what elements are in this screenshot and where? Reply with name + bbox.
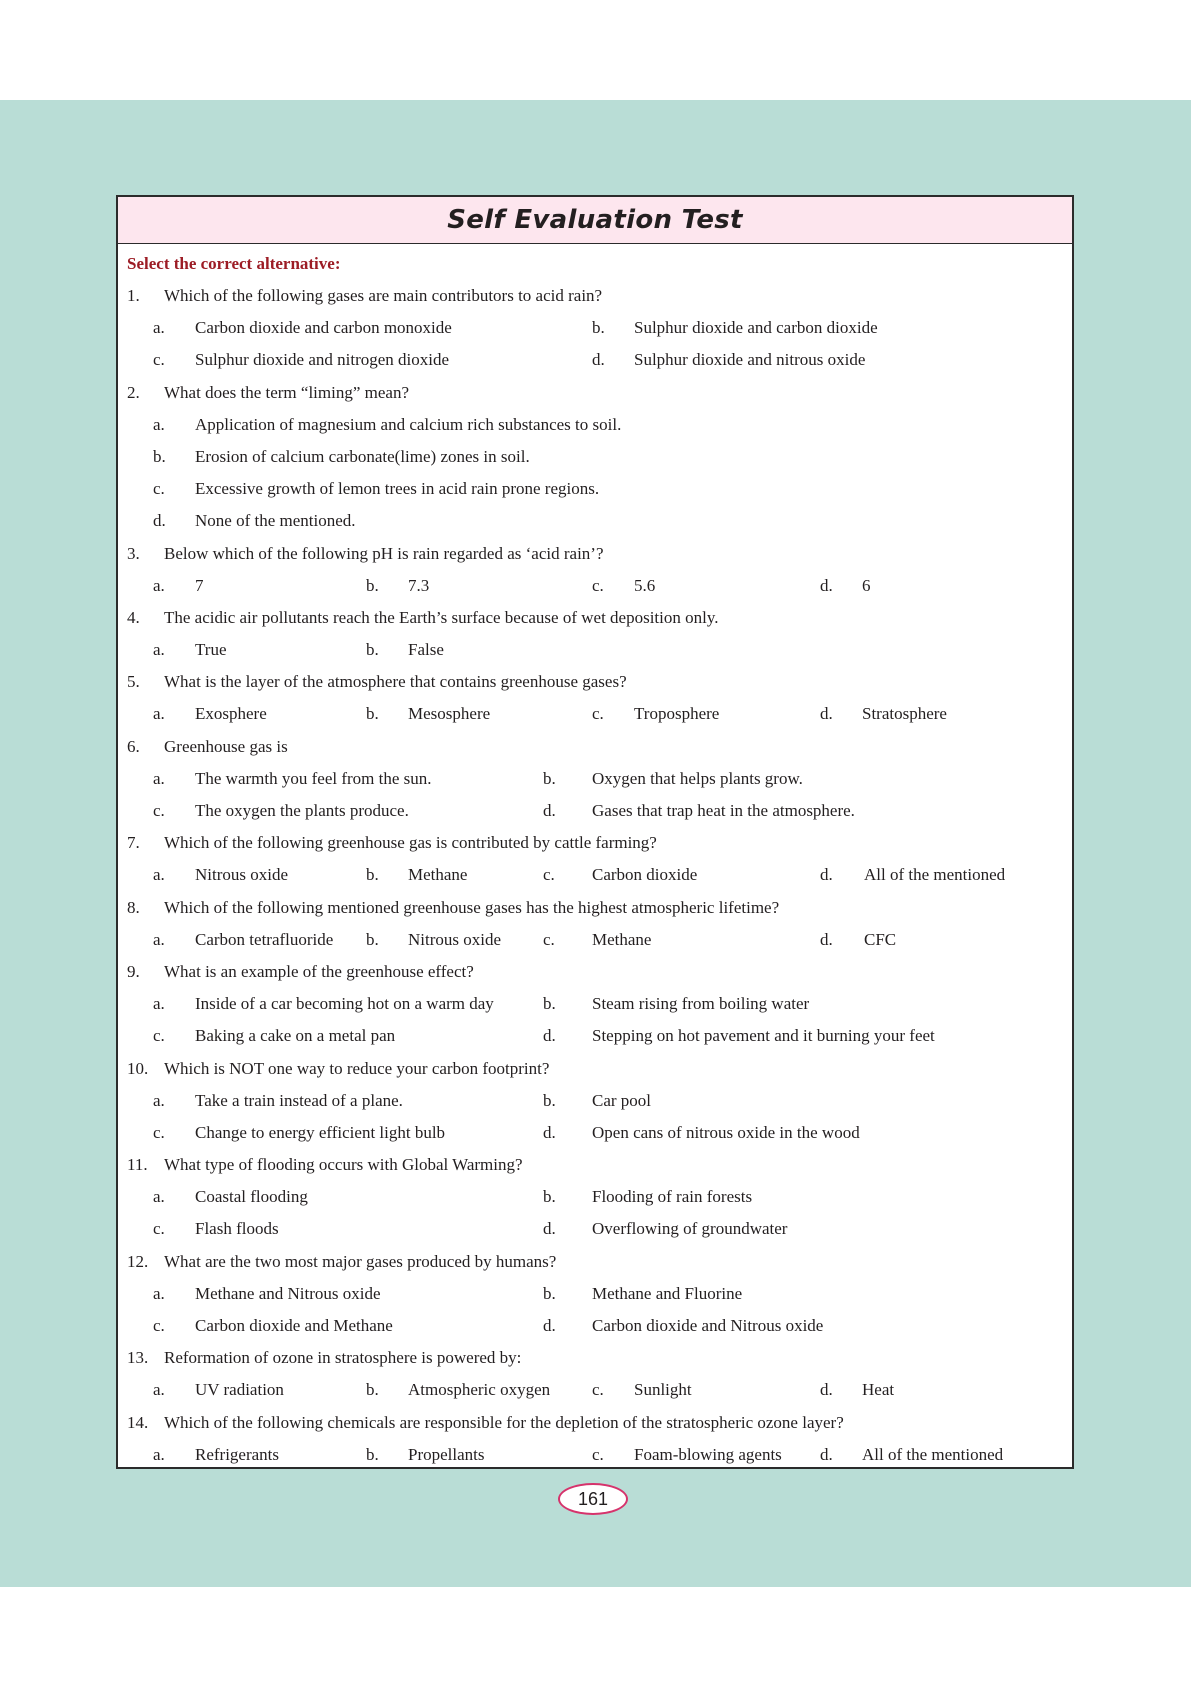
option-letter: b. bbox=[543, 768, 556, 788]
option-letter: c. bbox=[592, 1444, 604, 1464]
option-letter: c. bbox=[543, 865, 555, 885]
option-text: Heat bbox=[862, 1380, 895, 1400]
options-row bbox=[118, 924, 1072, 956]
option-text: 5.6 bbox=[634, 575, 656, 595]
option-letter: c. bbox=[592, 575, 604, 595]
option-letter: d. bbox=[820, 575, 833, 595]
option-text: Carbon dioxide and Methane bbox=[195, 1316, 393, 1335]
option-letter: a. bbox=[153, 1444, 165, 1464]
option-letter: c. bbox=[153, 350, 165, 370]
options-row bbox=[118, 1181, 1072, 1213]
option-letter: c. bbox=[153, 1219, 165, 1239]
option-text: Methane bbox=[592, 929, 652, 949]
options-row bbox=[118, 763, 1072, 795]
question-number: 6. bbox=[127, 736, 140, 756]
option-text: Exosphere bbox=[195, 704, 267, 724]
option-text: 6 bbox=[862, 575, 871, 595]
question-number: 13. bbox=[127, 1348, 149, 1368]
page-number-badge: 161 bbox=[558, 1483, 628, 1515]
options-row bbox=[118, 570, 1072, 602]
options-row bbox=[118, 698, 1072, 730]
option-letter: c. bbox=[153, 479, 165, 499]
question-number: 10. bbox=[127, 1058, 149, 1078]
question-row bbox=[118, 377, 1072, 409]
options-row bbox=[118, 859, 1072, 891]
option-letter: a. bbox=[153, 768, 165, 788]
option-letter: d. bbox=[820, 865, 833, 885]
option-letter: a. bbox=[153, 414, 165, 434]
question-row bbox=[118, 602, 1072, 634]
option-letter: b. bbox=[543, 1090, 556, 1110]
question-number: 7. bbox=[127, 833, 140, 853]
option-text: Foam-blowing agents bbox=[634, 1444, 782, 1464]
question-text: What type of flooding occurs with Global Warming? bbox=[164, 1155, 523, 1175]
page-title: Self Evaluation Test bbox=[447, 205, 743, 235]
options-row bbox=[118, 441, 1072, 473]
option-letter: a. bbox=[153, 1187, 165, 1207]
option-letter: c. bbox=[153, 801, 165, 820]
question-number: 2. bbox=[127, 382, 140, 402]
options-row bbox=[118, 1439, 1072, 1471]
question-row bbox=[118, 892, 1072, 924]
option-text: Nitrous oxide bbox=[195, 865, 289, 885]
option-text: Stepping on hot pavement and it burning your feet bbox=[592, 1026, 935, 1046]
question-row bbox=[118, 1342, 1072, 1374]
option-text: Propellants bbox=[408, 1444, 485, 1464]
option-letter: b. bbox=[592, 318, 605, 338]
question-row bbox=[118, 1149, 1072, 1181]
question-row bbox=[118, 1053, 1072, 1085]
question-row bbox=[118, 731, 1072, 763]
option-text: Troposphere bbox=[634, 704, 720, 724]
option-text: All of the mentioned bbox=[864, 865, 1006, 885]
question-number: 12. bbox=[127, 1251, 149, 1271]
question-number: 3. bbox=[127, 543, 140, 563]
option-text: Stratosphere bbox=[862, 704, 947, 724]
option-text: Erosion of calcium carbonate(lime) zones in soil. bbox=[195, 446, 530, 466]
option-text: Methane and Fluorine bbox=[592, 1283, 743, 1303]
question-row bbox=[118, 1246, 1072, 1278]
option-text: Sulphur dioxide and carbon dioxide bbox=[634, 318, 878, 338]
option-text: Coastal flooding bbox=[195, 1187, 308, 1207]
question-number: 5. bbox=[127, 672, 140, 692]
option-letter: d. bbox=[543, 801, 556, 820]
question-number: 8. bbox=[127, 897, 140, 917]
option-text: Open cans of nitrous oxide in the wood bbox=[592, 1122, 860, 1142]
option-letter: b. bbox=[543, 1187, 556, 1207]
card-header bbox=[118, 197, 1072, 244]
option-text: Methane and Nitrous oxide bbox=[195, 1283, 381, 1303]
option-text: The oxygen the plants produce. bbox=[195, 801, 409, 820]
question-text: Greenhouse gas is bbox=[164, 736, 288, 756]
option-letter: c. bbox=[153, 1026, 165, 1046]
options-row bbox=[118, 473, 1072, 505]
option-letter: b. bbox=[366, 575, 379, 595]
option-letter: a. bbox=[153, 1380, 165, 1400]
option-text: Sulphur dioxide and nitrogen dioxide bbox=[195, 350, 450, 370]
option-text: False bbox=[408, 640, 444, 660]
question-text: Which is NOT one way to reduce your carbon footprint? bbox=[164, 1058, 550, 1078]
option-letter: b. bbox=[366, 1380, 379, 1400]
option-letter: a. bbox=[153, 575, 165, 595]
option-text: The warmth you feel from the sun. bbox=[195, 768, 432, 788]
question-text: What does the term “liming” mean? bbox=[164, 382, 409, 402]
instruction-text: Select the correct alternative: bbox=[127, 254, 341, 273]
question-text: What is the layer of the atmosphere that contains greenhouse gases? bbox=[164, 672, 627, 692]
option-text: Refrigerants bbox=[195, 1444, 280, 1464]
question-number: 4. bbox=[127, 607, 140, 627]
option-text: None of the mentioned. bbox=[195, 511, 356, 531]
option-letter: d. bbox=[543, 1316, 556, 1335]
options-row bbox=[118, 1310, 1072, 1342]
options-row bbox=[118, 505, 1072, 537]
option-text: Methane bbox=[408, 865, 468, 885]
option-letter: a. bbox=[153, 929, 165, 949]
option-letter: c. bbox=[153, 1316, 165, 1335]
question-number: 9. bbox=[127, 961, 140, 981]
option-letter: b. bbox=[366, 1444, 379, 1464]
option-text: Overflowing of groundwater bbox=[592, 1219, 788, 1239]
options-row bbox=[118, 409, 1072, 441]
option-text: Gases that trap heat in the atmosphere. bbox=[592, 801, 855, 820]
option-letter: d. bbox=[820, 929, 833, 949]
options-row bbox=[118, 312, 1072, 344]
option-letter: a. bbox=[153, 865, 165, 885]
option-letter: a. bbox=[153, 704, 165, 724]
option-letter: d. bbox=[543, 1219, 556, 1239]
option-letter: b. bbox=[366, 704, 379, 724]
option-letter: c. bbox=[543, 929, 555, 949]
option-text: Steam rising from boiling water bbox=[592, 994, 810, 1014]
options-row bbox=[118, 1374, 1072, 1406]
option-text: Carbon dioxide bbox=[592, 865, 698, 885]
option-text: Carbon dioxide and Nitrous oxide bbox=[592, 1316, 824, 1335]
option-text: Flash floods bbox=[195, 1219, 279, 1239]
option-letter: d. bbox=[592, 350, 605, 370]
option-letter: d. bbox=[153, 511, 166, 531]
question-text: Which of the following gases are main contributors to acid rain? bbox=[164, 286, 603, 305]
option-letter: b. bbox=[366, 865, 379, 885]
option-letter: d. bbox=[543, 1122, 556, 1142]
option-text: Baking a cake on a metal pan bbox=[195, 1026, 396, 1046]
question-text: Which of the following mentioned greenhouse gases has the highest atmospheric lifetime? bbox=[164, 897, 780, 917]
question-number: 1. bbox=[127, 286, 140, 305]
option-letter: b. bbox=[543, 1283, 556, 1303]
option-letter: a. bbox=[153, 994, 165, 1014]
options-row bbox=[118, 1213, 1072, 1245]
question-text: What are the two most major gases produced by humans? bbox=[164, 1251, 557, 1271]
question-text: What is an example of the greenhouse effect? bbox=[164, 961, 474, 981]
question-row bbox=[118, 827, 1072, 859]
option-text: Excessive growth of lemon trees in acid rain prone regions. bbox=[195, 479, 600, 499]
options-row bbox=[118, 1117, 1072, 1149]
question-row bbox=[118, 956, 1072, 988]
option-letter: b. bbox=[543, 994, 556, 1014]
option-letter: c. bbox=[153, 1122, 165, 1142]
option-text: 7.3 bbox=[408, 575, 430, 595]
question-row bbox=[118, 280, 1072, 312]
option-letter: d. bbox=[820, 1380, 833, 1400]
question-text: Below which of the following pH is rain regarded as ‘acid rain’? bbox=[164, 543, 604, 563]
option-text: Carbon tetrafluoride bbox=[195, 929, 334, 949]
option-letter: a. bbox=[153, 1090, 165, 1110]
option-text: True bbox=[195, 640, 227, 660]
option-letter: a. bbox=[153, 318, 165, 338]
question-list bbox=[118, 244, 1072, 1471]
option-text: Inside of a car becoming hot on a warm day bbox=[195, 994, 494, 1014]
question-row bbox=[118, 666, 1072, 698]
option-letter: b. bbox=[366, 640, 379, 660]
options-row bbox=[118, 795, 1072, 827]
option-text: UV radiation bbox=[195, 1380, 284, 1400]
option-text: 7 bbox=[195, 575, 204, 595]
question-text: Reformation of ozone in stratosphere is powered by: bbox=[164, 1348, 522, 1368]
options-row bbox=[118, 1020, 1072, 1052]
question-text: Which of the following chemicals are responsible for the depletion of the stratospheric ozone layer? bbox=[164, 1412, 844, 1432]
option-text: Sulphur dioxide and nitrous oxide bbox=[634, 350, 866, 370]
option-letter: b. bbox=[153, 446, 166, 466]
question-row bbox=[118, 1407, 1072, 1439]
option-text: Carbon dioxide and carbon monoxide bbox=[195, 318, 452, 338]
option-text: Sunlight bbox=[634, 1380, 692, 1400]
question-number: 11. bbox=[127, 1155, 148, 1175]
option-letter: a. bbox=[153, 640, 165, 660]
question-number: 14. bbox=[127, 1412, 149, 1432]
question-text: The acidic air pollutants reach the Earth’s surface because of wet deposition only. bbox=[164, 607, 719, 627]
question-row bbox=[118, 538, 1072, 570]
option-text: CFC bbox=[864, 929, 897, 949]
self-evaluation-card bbox=[116, 195, 1074, 1469]
question-text: Which of the following greenhouse gas is contributed by cattle farming? bbox=[164, 833, 657, 853]
option-text: Application of magnesium and calcium rich substances to soil. bbox=[195, 414, 622, 434]
option-text: Atmospheric oxygen bbox=[408, 1380, 551, 1400]
option-text: Change to energy efficient light bulb bbox=[195, 1122, 446, 1142]
option-text: Take a train instead of a plane. bbox=[195, 1090, 403, 1110]
option-text: Car pool bbox=[592, 1090, 652, 1110]
option-letter: c. bbox=[592, 1380, 604, 1400]
option-text: Flooding of rain forests bbox=[592, 1187, 753, 1207]
option-text: Oxygen that helps plants grow. bbox=[592, 768, 803, 788]
options-row bbox=[118, 634, 1072, 666]
option-letter: b. bbox=[366, 929, 379, 949]
option-text: Mesosphere bbox=[408, 704, 491, 724]
option-letter: a. bbox=[153, 1283, 165, 1303]
options-row bbox=[118, 1085, 1072, 1117]
option-letter: d. bbox=[820, 1444, 833, 1464]
option-text: Nitrous oxide bbox=[408, 929, 502, 949]
options-row bbox=[118, 988, 1072, 1020]
option-letter: d. bbox=[543, 1026, 556, 1046]
options-row bbox=[118, 344, 1072, 376]
option-letter: d. bbox=[820, 704, 833, 724]
option-letter: c. bbox=[592, 704, 604, 724]
options-row bbox=[118, 1278, 1072, 1310]
option-text: All of the mentioned bbox=[862, 1444, 1004, 1464]
